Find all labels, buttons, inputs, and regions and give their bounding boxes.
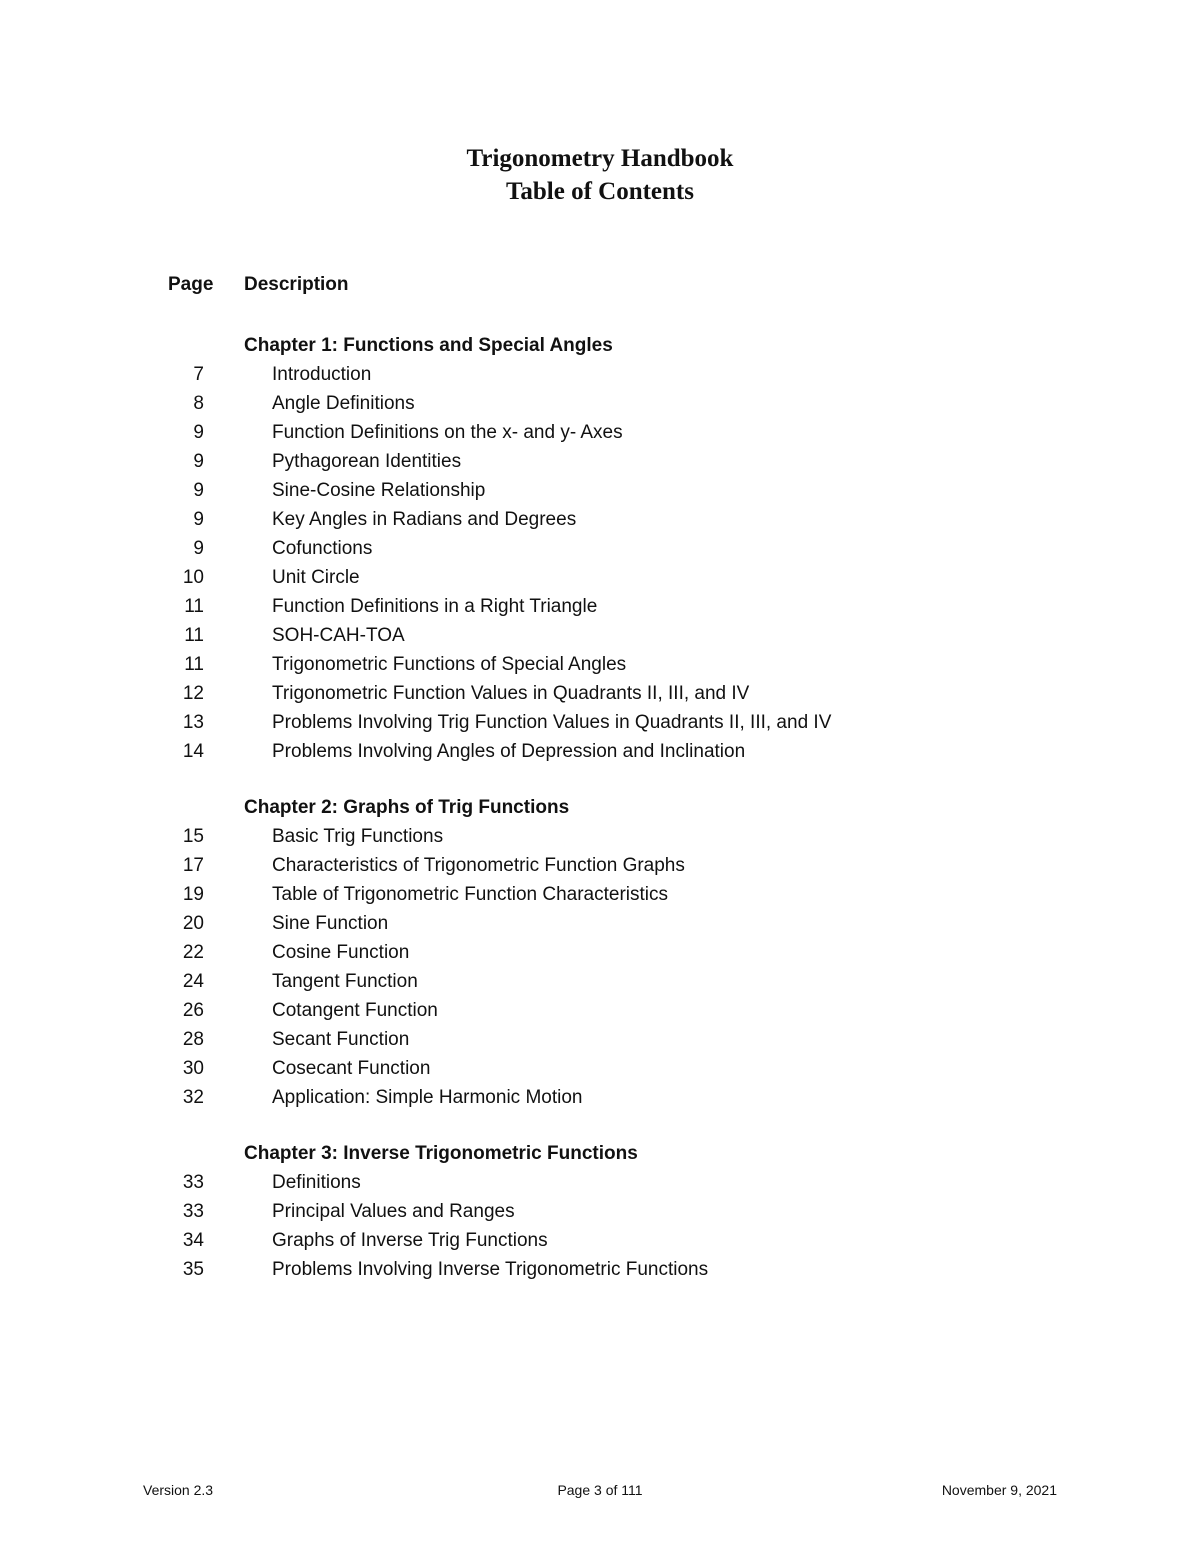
toc-entry-description: Function Definitions on the x- and y- Axes — [272, 422, 623, 443]
toc-entry[interactable] — [0, 737, 1200, 766]
toc-entry-page-number: 20 — [182, 913, 204, 934]
toc-entry[interactable] — [0, 447, 1200, 476]
toc-entry-page-number: 9 — [193, 422, 204, 443]
toc-entry-page-number: 12 — [182, 683, 204, 704]
toc-entry-page-number: 10 — [182, 567, 204, 588]
toc-entry[interactable] — [0, 534, 1200, 563]
toc-entry-page-number: 13 — [182, 712, 204, 733]
toc-entry[interactable] — [0, 360, 1200, 389]
toc-entry-description: Characteristics of Trigonometric Function Graphs — [272, 855, 685, 876]
toc-entry[interactable] — [0, 650, 1200, 679]
toc-entry[interactable] — [0, 996, 1200, 1025]
toc-entry-page-number: 9 — [193, 451, 204, 472]
toc-entry-description: Application: Simple Harmonic Motion — [272, 1087, 583, 1108]
toc-entry-description: Principal Values and Ranges — [272, 1201, 515, 1222]
toc-entry-page-number: 30 — [182, 1058, 204, 1079]
toc-entry-page-number: 7 — [193, 364, 204, 385]
toc-entry-description: Cosine Function — [272, 942, 410, 963]
toc-entry-page-number: 9 — [193, 509, 204, 530]
footer-page-number: Page 3 of 111 — [557, 1482, 643, 1498]
footer-date: November 9, 2021 — [941, 1482, 1057, 1498]
toc-entry[interactable] — [0, 1025, 1200, 1054]
toc-entry-description: Unit Circle — [272, 567, 360, 588]
footer-version: Version 2.3 — [143, 1482, 214, 1498]
toc-entry-page-number: 22 — [182, 942, 204, 963]
toc-entry[interactable] — [0, 708, 1200, 737]
toc-entry[interactable] — [0, 389, 1200, 418]
toc-entry-page-number: 11 — [184, 596, 204, 617]
toc-entry-page-number: 34 — [182, 1230, 204, 1251]
toc-entry-page-number: 15 — [182, 826, 204, 847]
toc-entry-description: Problems Involving Trig Function Values in Quadrants II, III, and IV — [272, 712, 832, 733]
toc-entry[interactable] — [0, 476, 1200, 505]
title-line-1: Trigonometry Handbook — [466, 145, 734, 172]
toc-entry-description: Graphs of Inverse Trig Functions — [272, 1230, 548, 1251]
toc-entry-description: Sine Function — [272, 913, 389, 934]
toc-entry-description: Sine-Cosine Relationship — [272, 480, 486, 501]
toc-entry[interactable] — [0, 679, 1200, 708]
document-title — [0, 142, 1200, 208]
toc-entry[interactable] — [0, 418, 1200, 447]
toc-entry[interactable] — [0, 563, 1200, 592]
toc-entry-description: Definitions — [272, 1172, 361, 1193]
chapter-section — [0, 1139, 1200, 1284]
toc-entry-description: Problems Involving Angles of Depression and Inclination — [272, 741, 746, 762]
toc-entry-description: Pythagorean Identities — [272, 451, 462, 472]
toc-header-row — [0, 274, 1200, 302]
toc-entry-page-number: 9 — [193, 538, 204, 559]
toc-entry-description: Table of Trigonometric Function Characteristics — [272, 884, 668, 905]
toc-entry-page-number: 11 — [184, 625, 204, 646]
toc-entry-description: Basic Trig Functions — [272, 826, 444, 847]
toc-entry[interactable] — [0, 822, 1200, 851]
toc-entry-page-number: 24 — [182, 971, 204, 992]
toc-entry-page-number: 8 — [193, 393, 204, 414]
page-column-header: Page — [168, 274, 214, 295]
toc-entry-description: Angle Definitions — [272, 393, 415, 414]
toc-entry-description: Cofunctions — [272, 538, 373, 559]
toc-entry[interactable] — [0, 1083, 1200, 1112]
toc-entry-page-number: 19 — [182, 884, 204, 905]
toc-entry-page-number: 33 — [182, 1201, 204, 1222]
toc-entry-page-number: 26 — [182, 1000, 204, 1021]
toc-entry[interactable] — [0, 967, 1200, 996]
toc-entry-page-number: 9 — [193, 480, 204, 501]
toc-entry[interactable] — [0, 1226, 1200, 1255]
toc-entry[interactable] — [0, 1255, 1200, 1284]
toc-entry-description: Trigonometric Functions of Special Angles — [272, 654, 627, 675]
chapter-title: Chapter 2: Graphs of Trig Functions — [244, 797, 570, 818]
toc-entry-page-number: 35 — [182, 1259, 204, 1280]
toc-entry-description: Trigonometric Function Values in Quadrants II, III, and IV — [272, 683, 750, 704]
toc-entry[interactable] — [0, 938, 1200, 967]
chapter-title: Chapter 3: Inverse Trigonometric Functions — [244, 1143, 638, 1164]
toc-entry-description: SOH-CAH-TOA — [272, 625, 405, 646]
toc-entry[interactable] — [0, 851, 1200, 880]
toc-entry[interactable] — [0, 1168, 1200, 1197]
toc-entry-page-number: 17 — [182, 855, 204, 876]
toc-entry-description: Tangent Function — [272, 971, 418, 992]
toc-entry-description: Cosecant Function — [272, 1058, 431, 1079]
toc-entry-description: Secant Function — [272, 1029, 410, 1050]
chapter-section — [0, 331, 1200, 766]
toc-entry-description: Key Angles in Radians and Degrees — [272, 509, 577, 530]
toc-entry-page-number: 14 — [182, 741, 204, 762]
toc-entry[interactable] — [0, 592, 1200, 621]
toc-entry[interactable] — [0, 505, 1200, 534]
toc-entry-description: Cotangent Function — [272, 1000, 438, 1021]
toc-entry-page-number: 32 — [182, 1087, 204, 1108]
toc-entry-description: Problems Involving Inverse Trigonometric Functions — [272, 1259, 709, 1280]
chapter-title: Chapter 1: Functions and Special Angles — [244, 335, 613, 356]
toc-entry-description: Function Definitions in a Right Triangle — [272, 596, 598, 617]
toc-entry[interactable] — [0, 880, 1200, 909]
toc-entry[interactable] — [0, 1054, 1200, 1083]
toc-entry-page-number: 33 — [182, 1172, 204, 1193]
table-of-contents — [0, 331, 1200, 1311]
toc-entry[interactable] — [0, 621, 1200, 650]
toc-entry-description: Introduction — [272, 364, 372, 385]
toc-entry[interactable] — [0, 1197, 1200, 1226]
chapter-section — [0, 793, 1200, 1112]
toc-entry[interactable] — [0, 909, 1200, 938]
title-line-2: Table of Contents — [506, 178, 694, 205]
toc-entry-page-number: 28 — [182, 1029, 204, 1050]
page-footer — [0, 1482, 1200, 1502]
description-column-header: Description — [244, 274, 349, 295]
toc-entry-page-number: 11 — [184, 654, 204, 675]
